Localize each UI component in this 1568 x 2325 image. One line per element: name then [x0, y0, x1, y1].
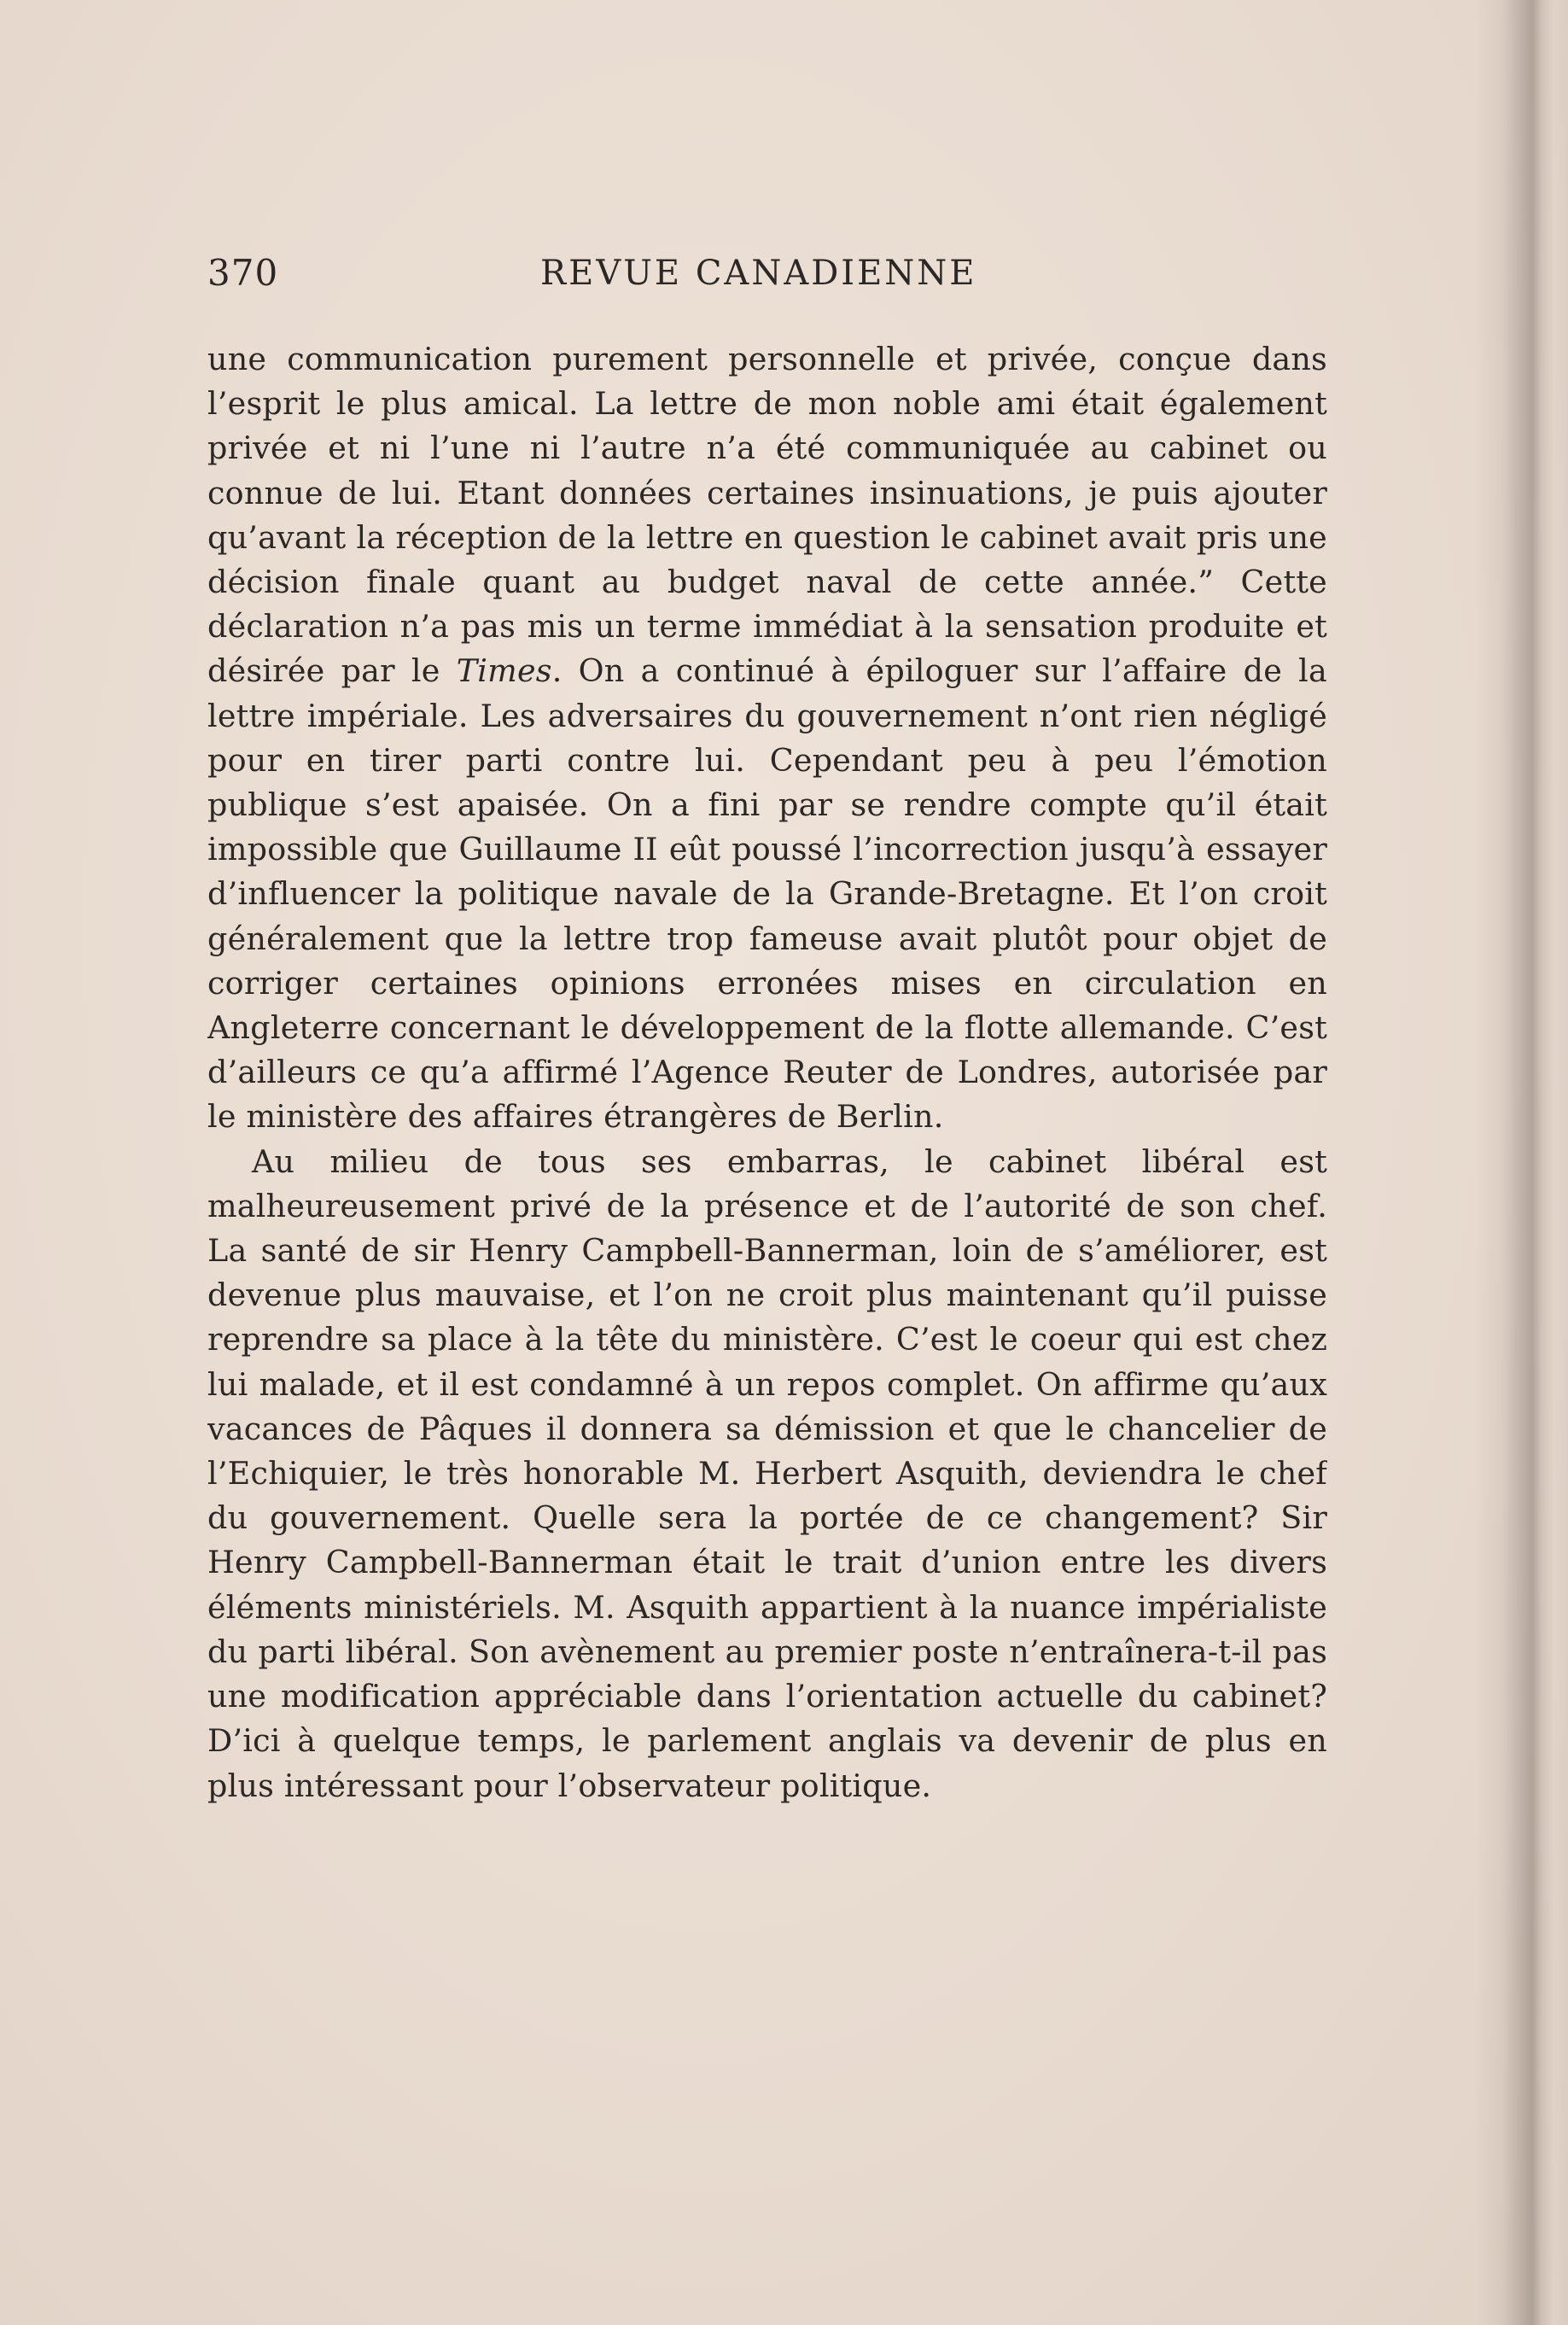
page-number: 370: [207, 252, 279, 294]
newspaper-title: Times: [456, 652, 552, 690]
binding-shadow: [1474, 0, 1568, 2325]
paragraph-2: Au milieu de tous ses embarras, le cabinet libéral est malheureusement privé de la présence et de l’autorité de son chef. La santé de sir Henry Campbell-Bannerman, loin de s’améliorer, est devenue plus mauvaise, et l’on ne croit plus maintenant qu’il puisse reprendre sa place à la tête du ministère. C’est le coeur qui est chez lui malade, et il est condamné à un repos complet. On affirme qu’aux vacances de Pâques il donnera sa démission et que le chancelier de l’Echiquier, le très honorable M. Herbert Asquith, deviendra le chef du gouvernement. Quelle sera la portée de ce changement? Sir Henry Campbell-Bannerman était le trait d’union entre les divers éléments ministériels. M. Asquith appartient à la nuance impérialiste du parti libéral. Son avènement au premier poste n’entraînera-t-il pas une modification appréciable dans l’orientation actuelle du cabinet? D’ici à quelque temps, le parlement anglais va devenir de plus en plus intéressant pour l’observateur politique.: [207, 1142, 1327, 1804]
paragraph-1: une communication purement personnelle et privée, conçue dans l’esprit le plus amical. La lettre de mon noble ami était également privée et ni l’une ni l’autre n’a été communiquée au cabinet ou connue de lui. Etant données certaines insinuations, je puis ajouter qu’avant la réception de la lettre en question le cabinet avait pris une décision finale quant au budget naval de cette année.” Cette déclaration n’a pas mis un terme immédiat à la sensation produite et désirée par le Times. On a continué à épiloguer sur l’affaire de la lettre impériale. Les adversaires du gouvernement n’ont rien négligé pour en tirer parti contre lui. Cependant peu à peu l’émotion publique s’est apaisée. On a fini par se rendre compte qu’il était impossible que Guillaume II eût poussé l’incorrection jusqu’à essayer d’influencer la politique navale de la Grande-Bretagne. Et l’on croit généralement que la lettre trop fameuse avait plutôt pour objet de corriger certaines opinions erronées mises en circulation en Angleterre concernant le développement de la flotte allemande. C’est d’ailleurs ce qu’a affirmé l’Agence Reuter de Londres, autorisée par le ministère des affaires étrangères de Berlin.: [207, 341, 1327, 1136]
running-head: [207, 248, 1327, 299]
journal-title: REVUE CANADIENNE: [540, 254, 977, 293]
article-body: [207, 337, 1327, 1942]
